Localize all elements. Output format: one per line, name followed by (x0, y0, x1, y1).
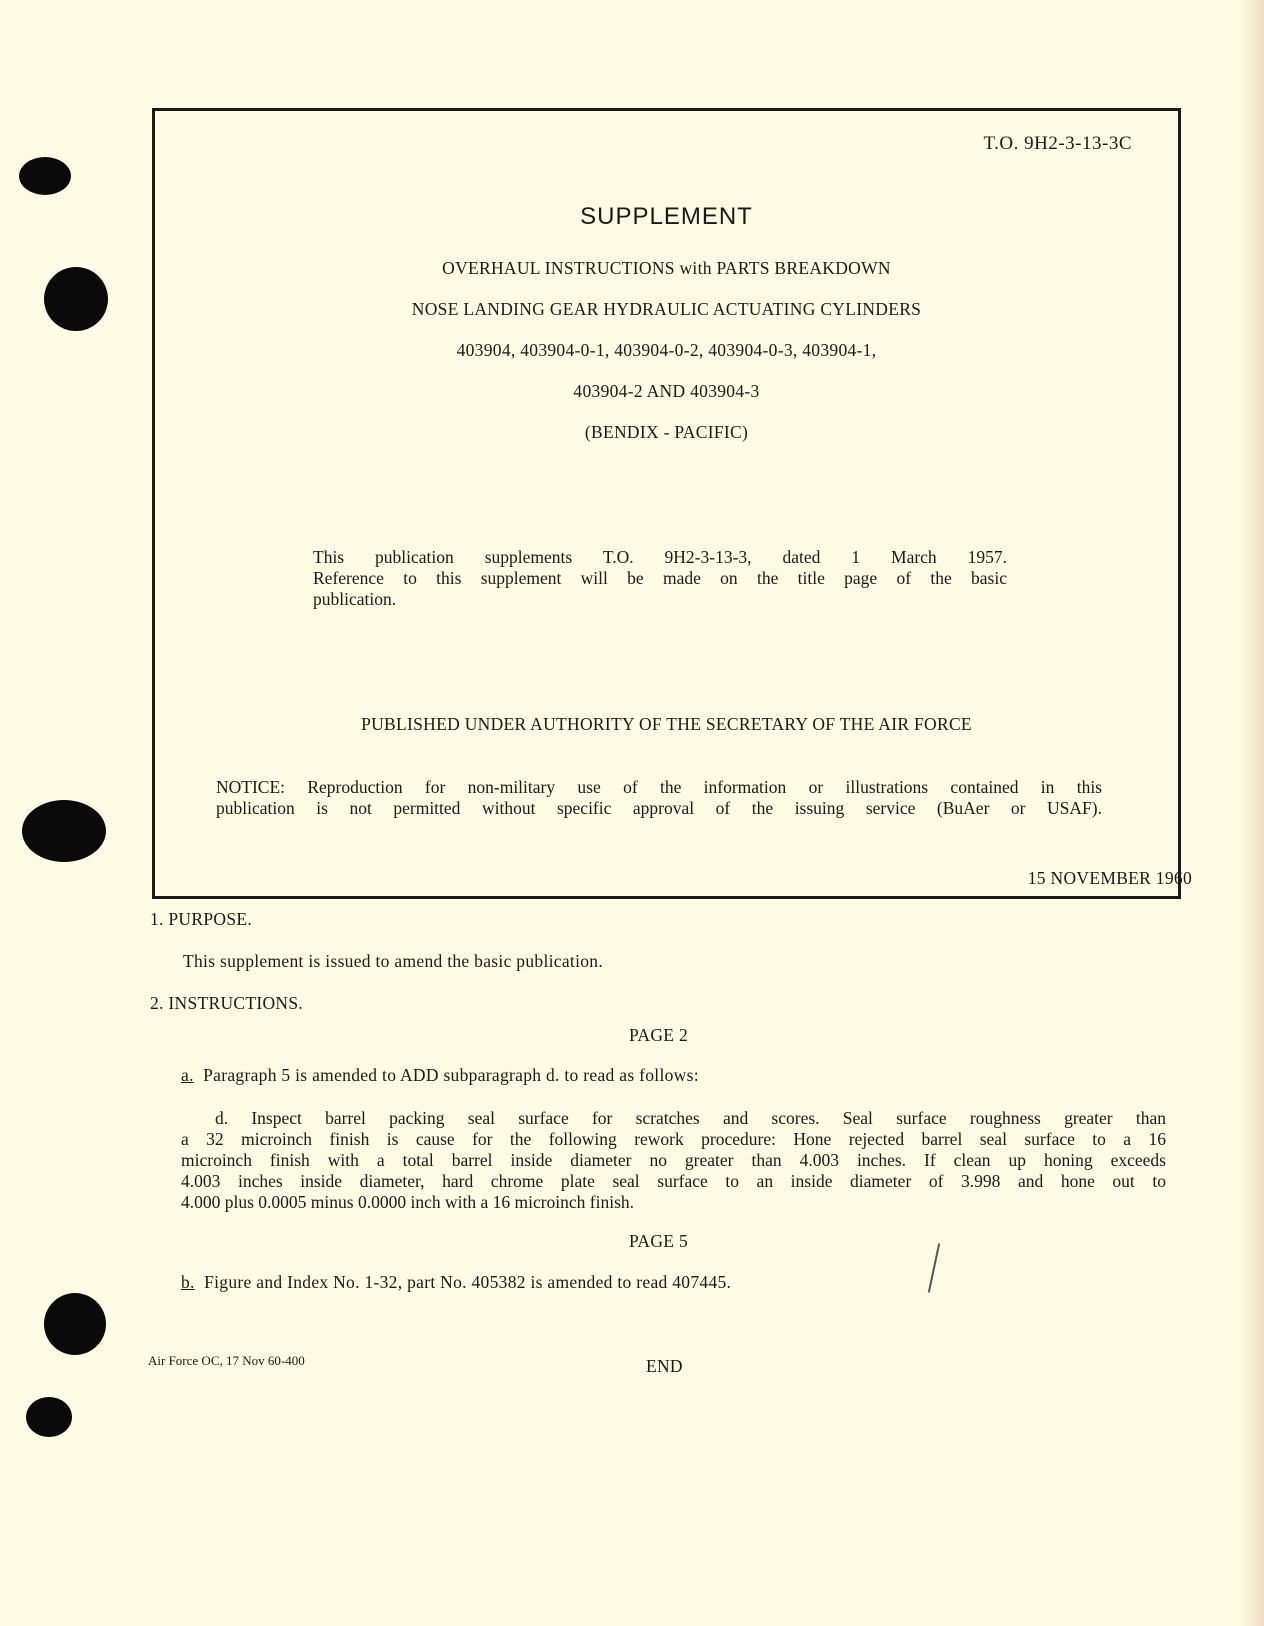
punch-hole (44, 267, 108, 331)
supplement-note-line: Reference to this supplement will be made on the title page of the basic (313, 568, 1007, 588)
subtitle-line-1: OVERHAUL INSTRUCTIONS with PARTS BREAKDOWN (442, 258, 891, 278)
part-numbers-line-1: 403904, 403904-0-1, 403904-0-2, 403904-0-3, 403904-1, (456, 340, 877, 360)
punch-hole (22, 800, 106, 862)
item-b (181, 1272, 731, 1293)
page-2-label: PAGE 2 (629, 1025, 689, 1045)
item-d-line: 4.003 inches inside diameter, hard chrome plate seal surface to an inside diameter of 3.998 and hone out to (181, 1171, 1166, 1191)
punch-hole (19, 157, 71, 195)
purpose-body: This supplement is issued to amend the basic publication. (183, 951, 604, 971)
print-footer: Air Force OC, 17 Nov 60-400 (148, 1353, 305, 1368)
subtitle-line-2: NOSE LANDING GEAR HYDRAULIC ACTUATING CYLINDERS (411, 299, 922, 319)
part-numbers-line-2: 403904-2 AND 403904-3 (573, 381, 760, 401)
notice-line: NOTICE: Reproduction for non-military use of the information or illustrations contained in this (216, 777, 1102, 797)
notice-line: publication is not permitted without specific approval of the issuing service (BuAer or USAF). (216, 798, 1102, 818)
item-d-line: 4.000 plus 0.0005 minus 0.0000 inch with a 16 microinch finish. (181, 1192, 635, 1212)
item-d-line: a 32 microinch finish is cause for the following rework procedure: Hone rejected barrel seal surface to a 16 (181, 1129, 1166, 1149)
item-b-letter: b. (181, 1272, 195, 1292)
item-a-letter: a. (181, 1065, 194, 1085)
supplement-note (313, 547, 1007, 610)
notice (216, 777, 1102, 819)
punch-hole (44, 1293, 106, 1355)
publication-date: 15 NOVEMBER 1960 (1027, 868, 1192, 888)
item-d-paragraph (181, 1108, 1166, 1213)
to-number: T.O. 9H2-3-13-3C (983, 133, 1132, 154)
authority-statement: PUBLISHED UNDER AUTHORITY OF THE SECRETARY OF THE AIR FORCE (361, 714, 972, 734)
item-d-line: microinch finish with a total barrel inside diameter no greater than 4.003 inches. If clean up honing exceeds (181, 1150, 1166, 1170)
item-b-text: Figure and Index No. 1-32, part No. 405382 is amended to read 407445. (204, 1272, 732, 1292)
pen-mark (928, 1243, 940, 1292)
section-heading-instructions: 2. INSTRUCTIONS. (150, 993, 304, 1013)
item-a-text: Paragraph 5 is amended to ADD subparagraph d. to read as follows: (203, 1065, 699, 1085)
page-edge-shading (1240, 0, 1264, 1626)
supplement-note-line: publication. (313, 589, 397, 609)
supplement-note-line: This publication supplements T.O. 9H2-3-13-3, dated 1 March 1957. (313, 547, 1007, 567)
item-d-line: d. Inspect barrel packing seal surface for scratches and scores. Seal surface roughness greater than (215, 1108, 1166, 1128)
section-heading-purpose: 1. PURPOSE. (150, 909, 253, 929)
item-a (181, 1065, 699, 1086)
page-5-label: PAGE 5 (629, 1231, 689, 1251)
punch-hole (26, 1397, 72, 1437)
manufacturer: (BENDIX - PACIFIC) (584, 422, 749, 442)
document-title: SUPPLEMENT (580, 203, 753, 230)
end-marker: END (646, 1356, 683, 1376)
